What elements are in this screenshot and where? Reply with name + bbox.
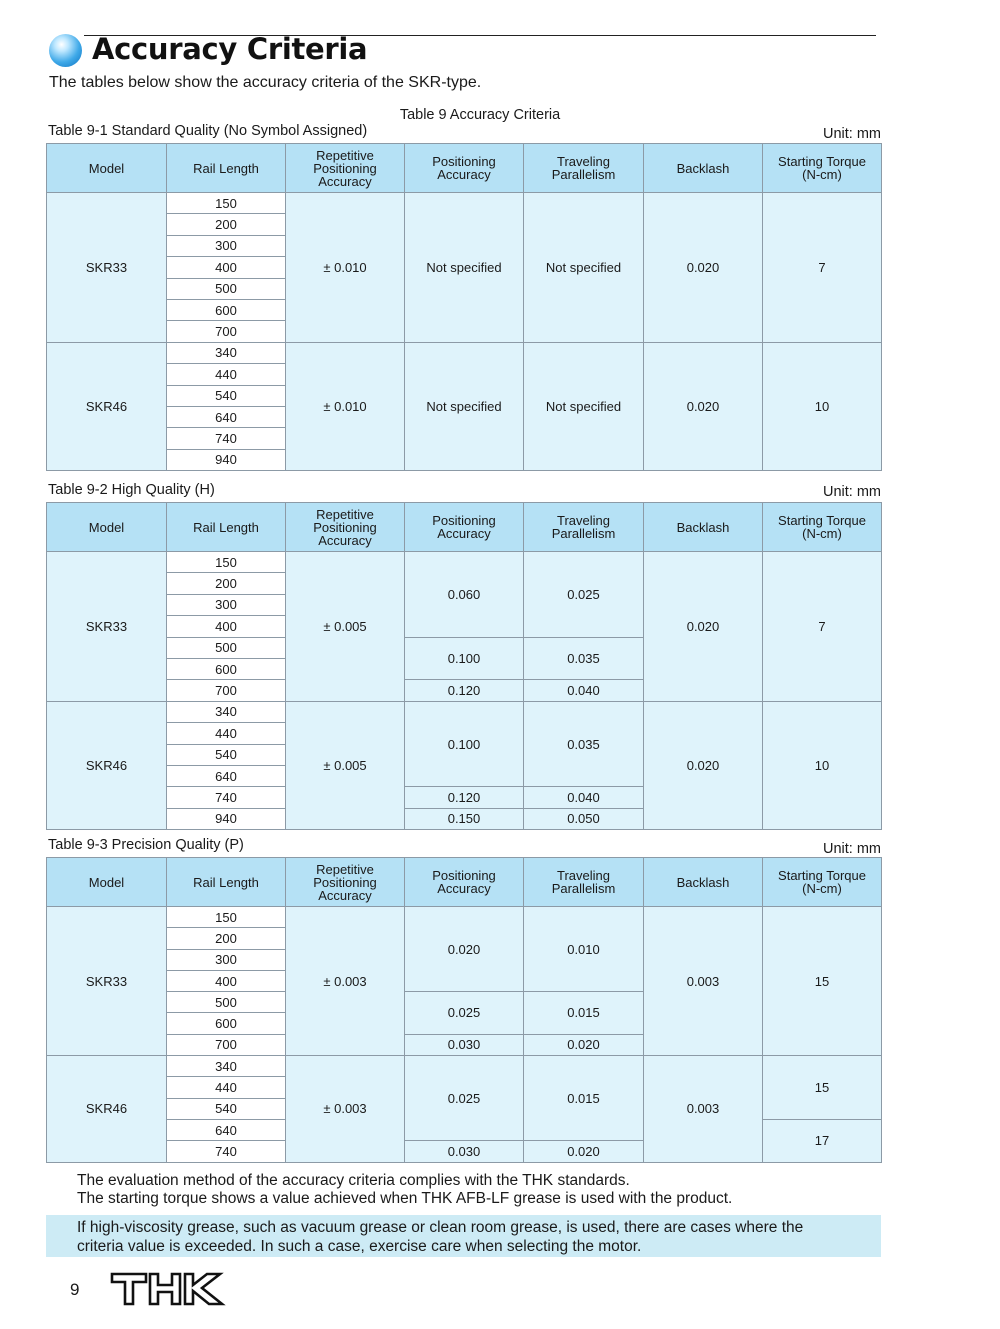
rail-length-cell: 540 [167,385,286,406]
starting-torque-cell: 10 [763,701,882,829]
table-row [47,701,882,722]
positioning-accuracy-cell: 0.060 [405,552,524,638]
column-header: Starting Torque (N-cm) [763,144,882,193]
model-cell: SKR33 [47,552,167,702]
positioning-accuracy-cell: 0.100 [405,637,524,680]
column-header: Rail Length [167,144,286,193]
column-header: Positioning Accuracy [405,144,524,193]
column-header: Rail Length [167,503,286,552]
warning-box [46,1215,881,1257]
column-header: Repetitive Positioning Accuracy [286,144,405,193]
rail-length-cell: 300 [167,949,286,970]
precision-quality-table [46,857,882,1163]
rail-length-cell: 400 [167,970,286,991]
heading-bullet-icon [49,34,82,67]
rail-length-cell: 600 [167,658,286,679]
column-header: Starting Torque (N-cm) [763,858,882,907]
warning-line: If high-viscosity grease, such as vacuum grease or clean room grease, is used, there are cases where the [77,1219,804,1236]
rail-length-cell: 740 [167,1141,286,1162]
rail-length-cell: 640 [167,765,286,786]
rail-length-cell: 300 [167,235,286,256]
column-header: Traveling Parallelism [524,503,644,552]
rail-length-cell: 340 [167,342,286,363]
table-row [47,552,882,573]
column-header: Repetitive Positioning Accuracy [286,503,405,552]
rail-length-cell: 700 [167,680,286,701]
rail-length-cell: 500 [167,637,286,658]
rail-length-cell: 340 [167,1056,286,1077]
table-header-row [47,144,882,193]
positioning-accuracy-cell: 0.020 [405,907,524,992]
rail-length-cell: 540 [167,744,286,765]
positioning-accuracy-cell: 0.120 [405,680,524,701]
rail-length-cell: 500 [167,278,286,299]
model-cell: SKR46 [47,1056,167,1162]
table-row [47,1056,882,1077]
column-header: Model [47,858,167,907]
rail-length-cell: 500 [167,992,286,1013]
rail-length-cell: 150 [167,193,286,214]
positioning-accuracy-cell: Not specified [405,342,524,470]
parallelism-cell: 0.040 [524,680,644,701]
model-cell: SKR46 [47,701,167,829]
parallelism-cell: Not specified [524,193,644,343]
parallelism-cell: 0.020 [524,1141,644,1162]
table-header-row [47,503,882,552]
column-header: Traveling Parallelism [524,858,644,907]
rail-length-cell: 400 [167,616,286,637]
rail-length-cell: 400 [167,257,286,278]
starting-torque-cell: 10 [763,342,882,470]
repetitive-accuracy-cell: ± 0.010 [286,193,405,343]
parallelism-cell: 0.035 [524,637,644,680]
rail-length-cell: 600 [167,1013,286,1034]
column-header: Positioning Accuracy [405,503,524,552]
thk-logo [110,1271,226,1312]
rail-length-cell: 940 [167,449,286,470]
rail-length-cell: 340 [167,701,286,722]
starting-torque-cell: 15 [763,1056,882,1120]
rail-length-cell: 700 [167,321,286,342]
rail-length-cell: 600 [167,299,286,320]
column-header: Rail Length [167,858,286,907]
column-header: Backlash [644,144,763,193]
unit-label: Unit: mm [823,126,881,142]
parallelism-cell: 0.040 [524,787,644,808]
starting-torque-cell: 17 [763,1119,882,1162]
rail-length-cell: 640 [167,406,286,427]
notes [77,1172,732,1208]
backlash-cell: 0.003 [644,907,763,1056]
positioning-accuracy-cell: 0.030 [405,1141,524,1162]
positioning-accuracy-cell: 0.120 [405,787,524,808]
repetitive-accuracy-cell: ± 0.010 [286,342,405,470]
rail-length-cell: 300 [167,594,286,615]
table-9-3-caption: Table 9-3 Precision Quality (P) [48,837,244,853]
parallelism-cell: 0.010 [524,907,644,992]
intro-text: The tables below show the accuracy criteria of the SKR-type. [49,74,482,91]
rail-length-cell: 150 [167,552,286,573]
note-line: The evaluation method of the accuracy criteria complies with the THK standards. [77,1172,630,1189]
positioning-accuracy-cell: 0.025 [405,992,524,1035]
table-9-2-caption: Table 9-2 High Quality (H) [48,482,215,498]
parallelism-cell: 0.050 [524,808,644,829]
backlash-cell: 0.020 [644,342,763,470]
repetitive-accuracy-cell: ± 0.005 [286,552,405,702]
positioning-accuracy-cell: 0.100 [405,701,524,787]
starting-torque-cell: 7 [763,552,882,702]
column-header: Repetitive Positioning Accuracy [286,858,405,907]
rail-length-cell: 200 [167,928,286,949]
column-header: Model [47,503,167,552]
rail-length-cell: 150 [167,907,286,928]
parallelism-cell: 0.020 [524,1034,644,1055]
positioning-accuracy-cell: Not specified [405,193,524,343]
page-heading: Accuracy Criteria [92,32,368,66]
table-title: Table 9 Accuracy Criteria [399,107,561,123]
parallelism-cell: 0.015 [524,992,644,1035]
model-cell: SKR33 [47,193,167,343]
warning-text [77,1219,877,1256]
backlash-cell: 0.020 [644,552,763,702]
unit-label: Unit: mm [823,841,881,857]
note-line: The starting torque shows a value achieved when THK AFB-LF grease is used with the product. [77,1190,733,1207]
table-9-1-caption: Table 9-1 Standard Quality (No Symbol Assigned) [48,123,368,139]
column-header: Model [47,144,167,193]
starting-torque-cell: 7 [763,193,882,343]
backlash-cell: 0.003 [644,1056,763,1162]
standard-quality-table [46,143,882,471]
rail-length-cell: 940 [167,808,286,829]
column-header: Starting Torque (N-cm) [763,503,882,552]
rail-length-cell: 700 [167,1034,286,1055]
table-row [47,193,882,214]
table-row [47,907,882,928]
rail-length-cell: 200 [167,573,286,594]
column-header: Backlash [644,858,763,907]
parallelism-cell: Not specified [524,342,644,470]
repetitive-accuracy-cell: ± 0.003 [286,907,405,1056]
repetitive-accuracy-cell: ± 0.005 [286,701,405,829]
rail-length-cell: 740 [167,787,286,808]
rail-length-cell: 640 [167,1119,286,1140]
table-row [47,342,882,363]
backlash-cell: 0.020 [644,701,763,829]
repetitive-accuracy-cell: ± 0.003 [286,1056,405,1162]
rail-length-cell: 440 [167,1077,286,1098]
warning-line: criteria value is exceeded. In such a case, exercise care when selecting the motor. [77,1237,642,1255]
starting-torque-cell: 15 [763,907,882,1056]
parallelism-cell: 0.015 [524,1056,644,1141]
rail-length-cell: 540 [167,1098,286,1119]
unit-label: Unit: mm [823,484,881,500]
rail-length-cell: 440 [167,723,286,744]
column-header: Traveling Parallelism [524,144,644,193]
column-header: Positioning Accuracy [405,858,524,907]
backlash-cell: 0.020 [644,193,763,343]
rail-length-cell: 200 [167,214,286,235]
parallelism-cell: 0.035 [524,701,644,787]
rail-length-cell: 740 [167,428,286,449]
parallelism-cell: 0.025 [524,552,644,638]
rail-length-cell: 440 [167,364,286,385]
table-header-row [47,858,882,907]
high-quality-table [46,502,882,830]
column-header: Backlash [644,503,763,552]
positioning-accuracy-cell: 0.030 [405,1034,524,1055]
positioning-accuracy-cell: 0.150 [405,808,524,829]
model-cell: SKR33 [47,907,167,1056]
positioning-accuracy-cell: 0.025 [405,1056,524,1141]
page-number: 9 [70,1280,80,1299]
model-cell: SKR46 [47,342,167,470]
